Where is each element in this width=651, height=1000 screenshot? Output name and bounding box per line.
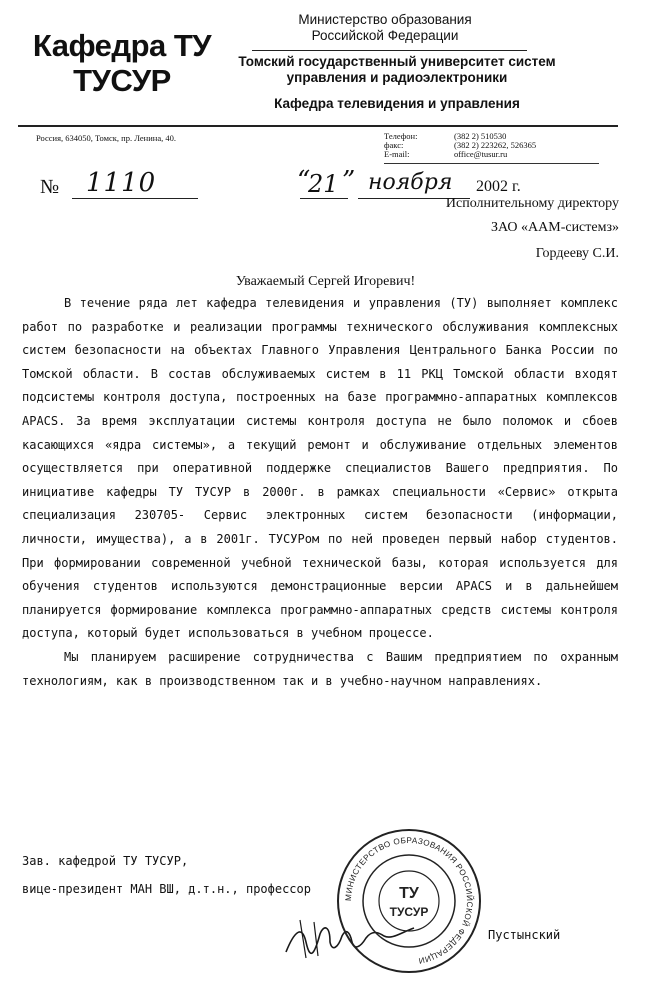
ministry-block	[255, 12, 515, 44]
university-line-2: управления и радиоэлектроники	[286, 70, 508, 85]
recipient-line-1: Исполнительному директору	[445, 196, 619, 211]
university-line-1: Томский государственный университет систем	[238, 54, 556, 69]
signatory-name: Пустынский	[488, 928, 561, 942]
number-underline	[72, 198, 198, 199]
letter-body	[22, 292, 618, 693]
ministry-line-1: Министерство образования	[298, 12, 472, 27]
fax-value: (382 2) 223262, 526365	[454, 140, 537, 150]
header-divider	[252, 50, 527, 51]
date-month: ноября	[368, 170, 453, 195]
university-name	[212, 54, 582, 86]
fax-label: факс:	[384, 140, 404, 150]
date-day: 21	[308, 170, 339, 198]
letterhead-rule	[18, 125, 618, 127]
ministry-line-2: Российской Федерации	[311, 28, 459, 43]
day-underline	[300, 198, 348, 199]
address: Россия, 634050, Томск, пр. Ленина, 40.	[36, 133, 176, 143]
logo-line-2: ТУСУР	[73, 63, 171, 98]
number-prefix: №	[40, 176, 60, 198]
signature-title-1: Зав. кафедрой ТУ ТУСУР,	[22, 854, 189, 868]
email-underline	[384, 163, 599, 164]
seal-center-bottom: ТУСУР	[389, 905, 429, 919]
department-logo	[22, 28, 222, 98]
body-paragraph-2: Мы планируем расширение сотрудничества с Вашим предприятием по охранным технологиям, как в производственном так и в учебно-научном направлениях.	[22, 649, 618, 688]
letter-number: 1110	[86, 168, 157, 198]
email-value: office@tusur.ru	[454, 149, 508, 159]
phone-label: Телефон:	[384, 131, 418, 141]
date-close-quote: ”	[342, 166, 356, 196]
email-label: E-mail:	[384, 149, 410, 159]
body-paragraph-1: В течение ряда лет кафедра телевидения и управления (ТУ) выполняет комплекс работ по разработке и реализации программы технического обслуживания комплексных систем безопасности на объектах Главного Управления Центрального Банка России по Томской области. В состав обслуживаемых систем в 11 РКЦ Томской области входят подсистемы контроля доступа, построенных на базе программно-аппаратных комплексов APACS. За время эксплуатации системы контроля доступа не было поломок и сбоев касающихся «ядра системы», а текущий ремонт и обслуживание отдельных элементов осуществляется при оперативной поддержке специалистов Вашего предприятия. По инициативе кафедры ТУ ТУСУР в 2000г. в рамках специальности «Сервис» открыта специализация 230705- Сервис электронных систем безопасности (информации, личности, имущества), а в 2001г. ТУСУРом по ней проведен первый набор студентов. При формировании современной учебной технической базы, которая используется для обучения студентов используются демонстрационные версии APACS и в дальнейшем планируется формирование комплекса программно-аппаратных средств системы контроля доступа, который будет использоваться в учебном процессе.	[22, 296, 618, 641]
seal-center-top: ТУ	[399, 885, 419, 902]
seal-ring-text: МИНИСТЕРСТВО ОБРАЗОВАНИЯ РОССИЙСКОЙ ФЕДЕРАЦИИ	[343, 835, 475, 966]
department-name: Кафедра телевидения и управления	[274, 96, 520, 111]
greeting: Уважаемый Сергей Игоревич!	[235, 274, 416, 289]
recipient-line-3: Гордееву С.И.	[535, 246, 619, 261]
date-open-quote: “	[297, 166, 311, 196]
signature-title-2: вице-президент МАН ВШ, д.т.н., профессор	[22, 882, 311, 896]
official-seal	[334, 826, 484, 976]
contact-block	[384, 132, 604, 159]
phone-value: (382 2) 510530	[454, 131, 507, 141]
recipient-line-2: ЗАО «ААМ-системз»	[490, 220, 619, 235]
logo-line-1: Кафедра ТУ	[32, 28, 212, 63]
date-year: 2002 г.	[476, 178, 521, 195]
